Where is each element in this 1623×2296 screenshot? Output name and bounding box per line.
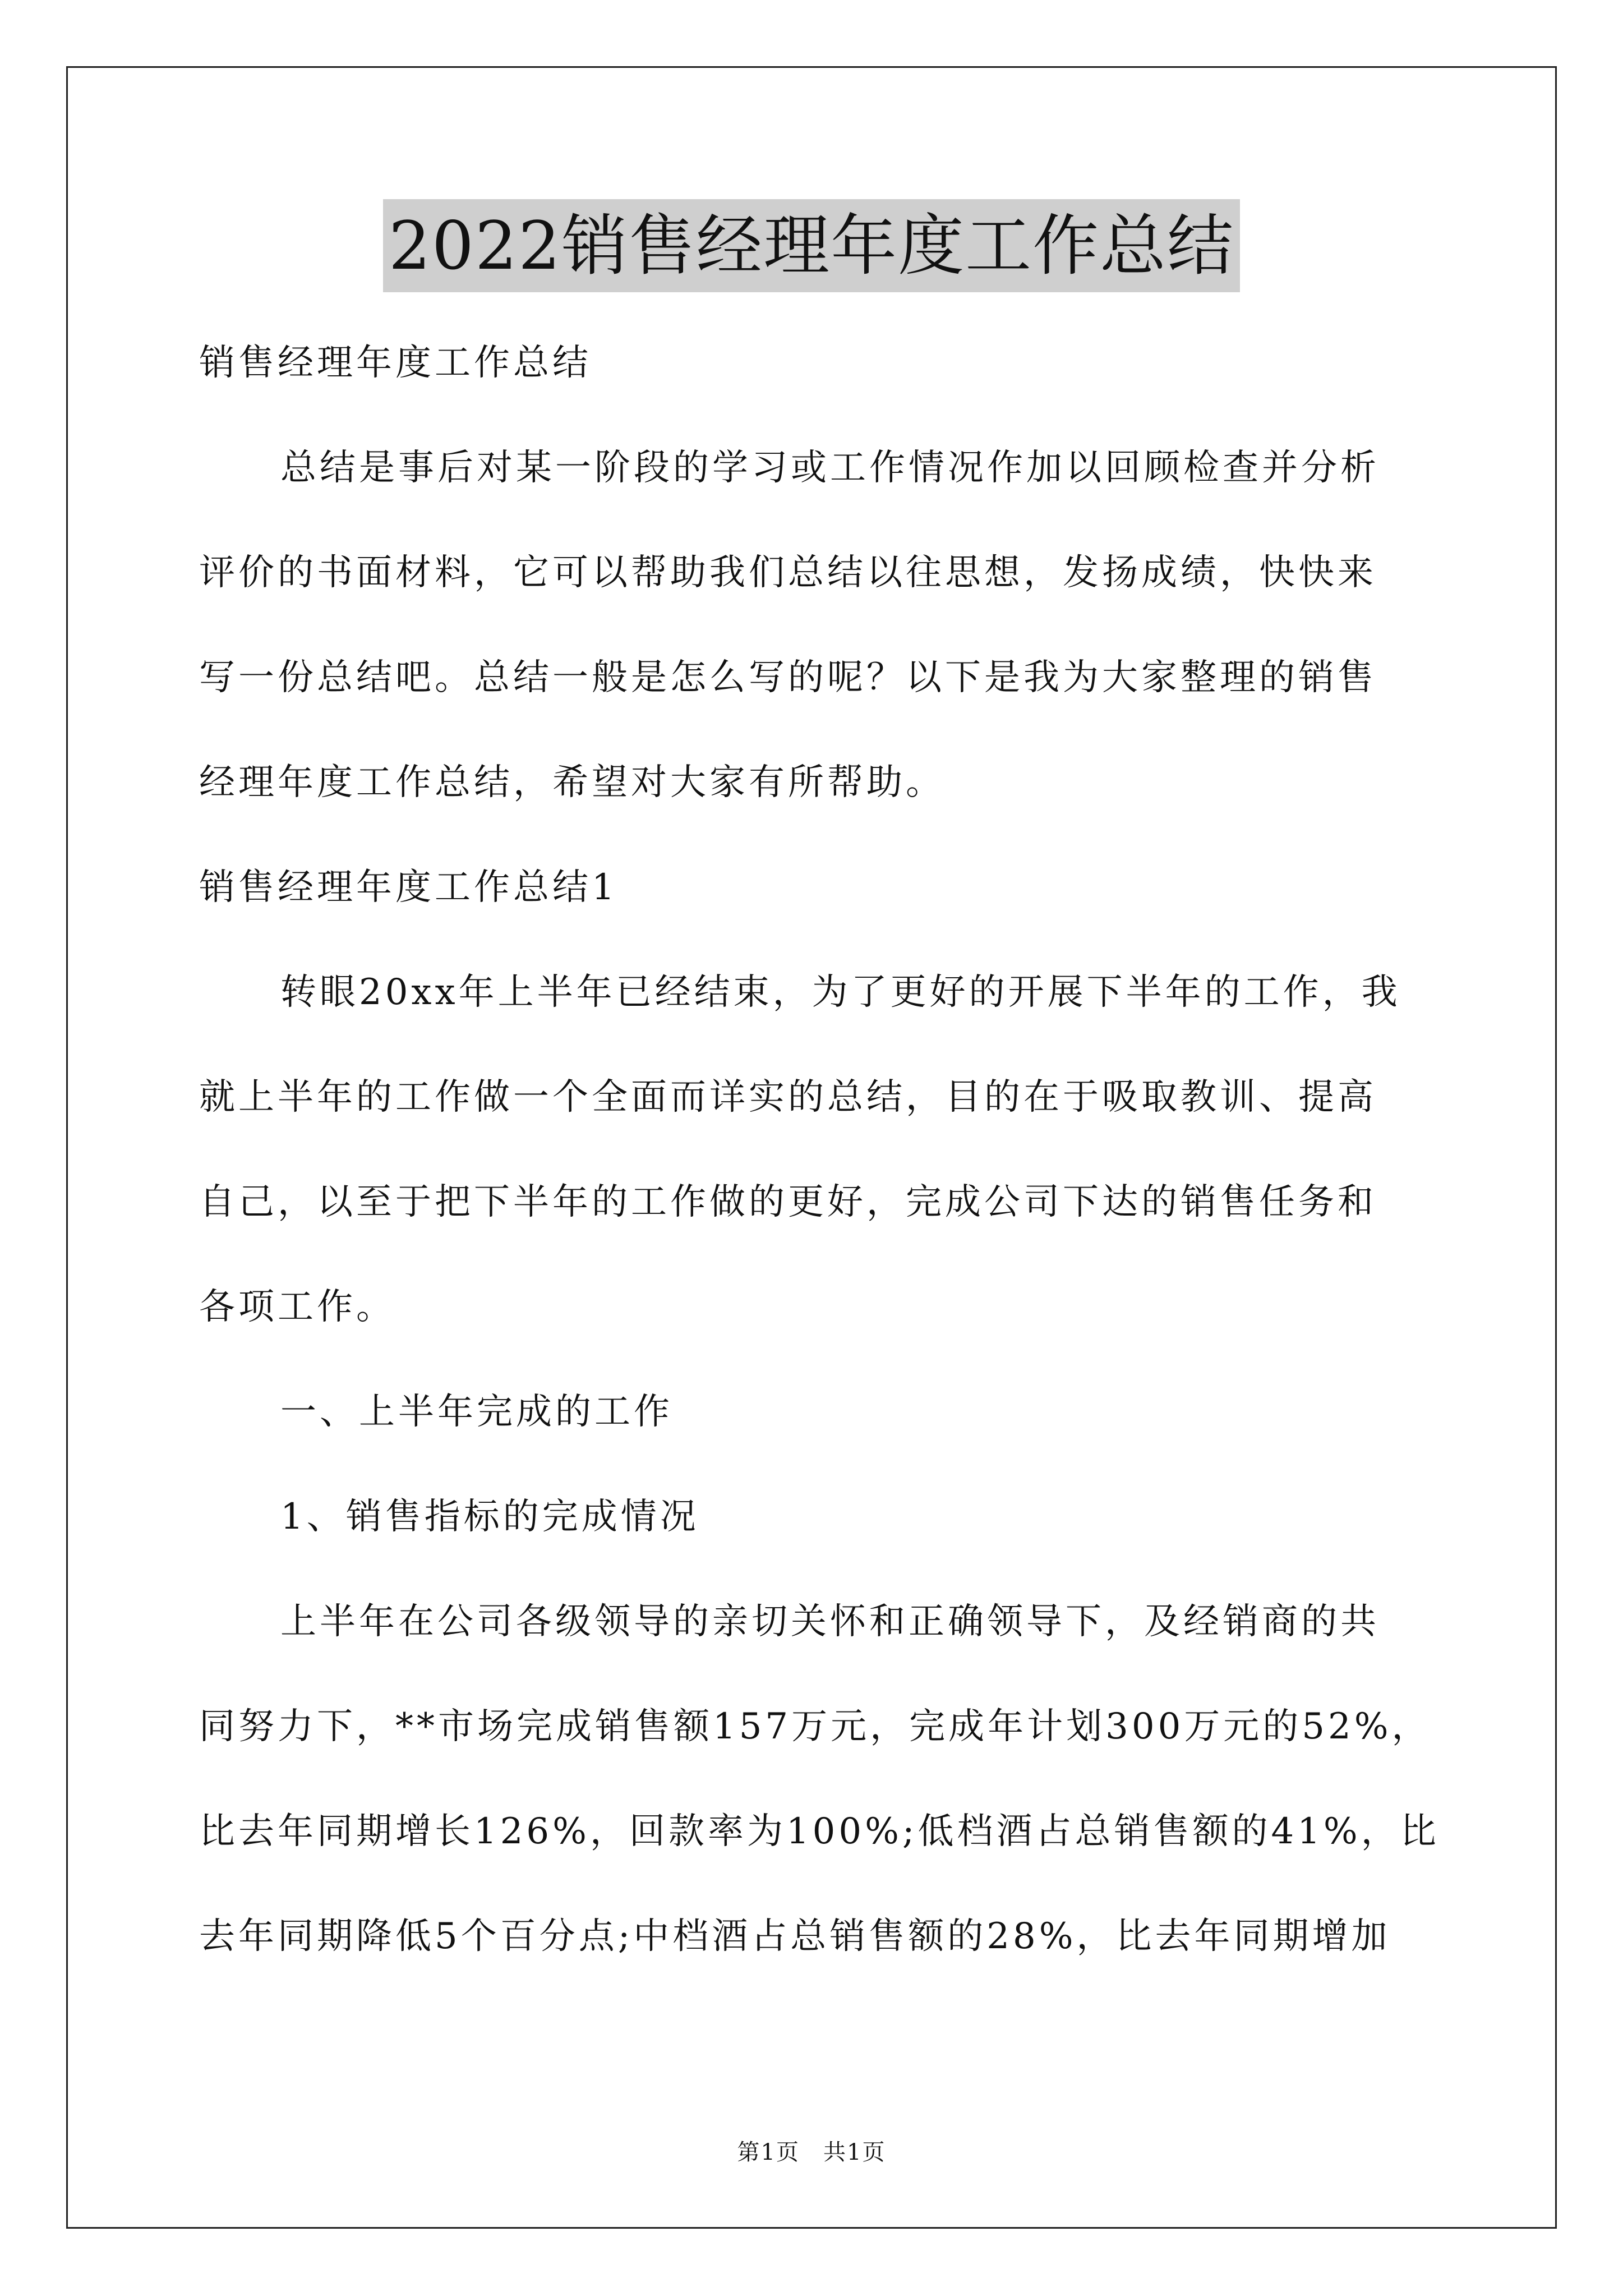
paragraph-line: 上半年在公司各级领导的亲切关怀和正确领导下，及经销商的共 bbox=[280, 1601, 1380, 1642]
paragraph-line: 总结是事后对某一阶段的学习或工作情况作加以回顾检查并分析 bbox=[280, 447, 1380, 489]
paragraph-line: 写一份总结吧。总结一般是怎么写的呢？以下是我为大家整理的销售 bbox=[199, 657, 1377, 698]
paragraph-line: 转眼20xx年上半年已经结束，为了更好的开展下半年的工作，我 bbox=[280, 972, 1401, 1013]
section-heading: 销售经理年度工作总结 bbox=[199, 342, 592, 384]
paragraph-line: 评价的书面材料，它可以帮助我们总结以往思想，发扬成绩，快快来 bbox=[199, 552, 1377, 593]
paragraph-line: 去年同期降低5个百分点;中档酒占总销售额的28%，比去年同期增加 bbox=[199, 1916, 1391, 1957]
page-footer: 第1页 共1页 bbox=[737, 2139, 886, 2165]
section-heading: 销售经理年度工作总结1 bbox=[199, 867, 618, 908]
paragraph-line: 经理年度工作总结，希望对大家有所帮助。 bbox=[199, 762, 945, 803]
document-title: 2022销售经理年度工作总结 bbox=[383, 199, 1240, 292]
paragraph-line: 各项工作。 bbox=[199, 1286, 395, 1328]
paragraph-line: 同努力下，**市场完成销售额157万元，完成年计划300万元的52%， bbox=[199, 1706, 1431, 1747]
title-area bbox=[0, 199, 1623, 292]
subsection-heading: 一、上半年完成的工作 bbox=[280, 1391, 673, 1433]
paragraph-line: 就上半年的工作做一个全面而详实的总结，目的在于吸取教训、提高 bbox=[199, 1076, 1377, 1118]
document-body bbox=[199, 337, 1440, 1963]
subsection-heading: 1、销售指标的完成情况 bbox=[280, 1496, 699, 1538]
paragraph-line: 比去年同期增长126%，回款率为100%;低档酒占总销售额的41%，比 bbox=[199, 1811, 1440, 1852]
paragraph-line: 自己，以至于把下半年的工作做的更好，完成公司下达的销售任务和 bbox=[199, 1181, 1377, 1223]
